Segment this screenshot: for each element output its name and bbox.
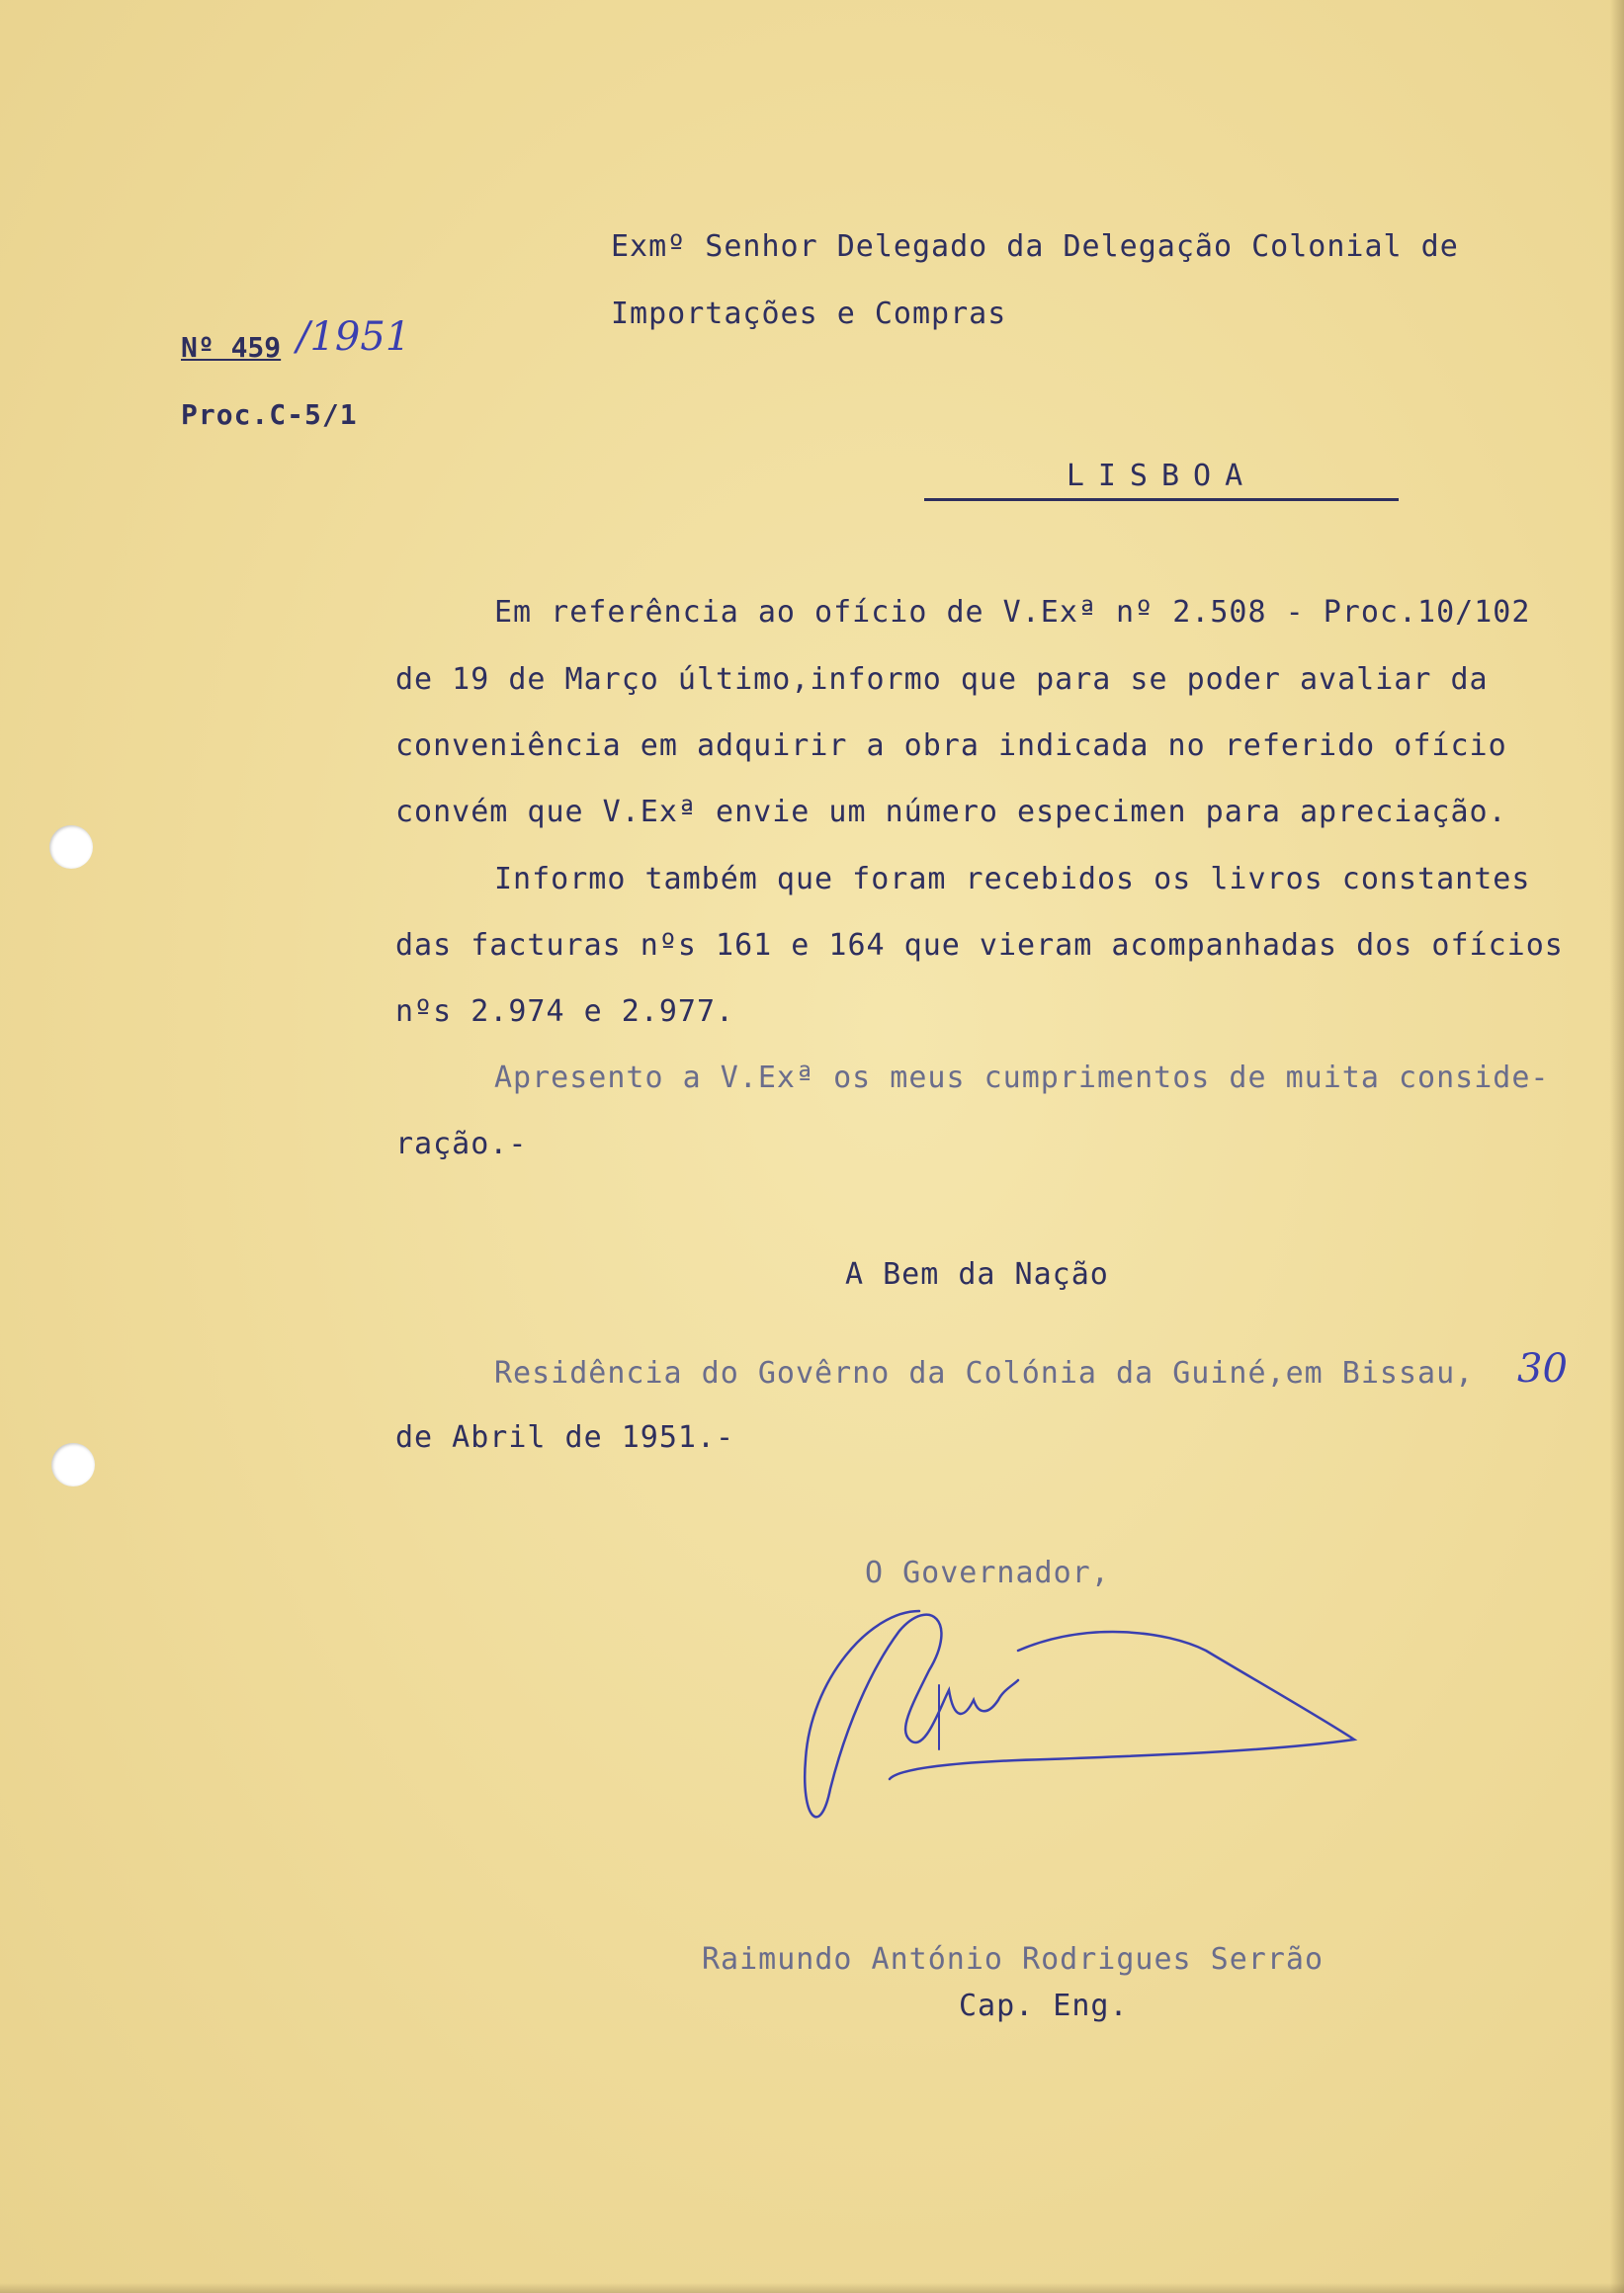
body-paragraph-1-line-4: convém que V.Exª envie um número especimen para apreciação. (395, 795, 1507, 829)
body-paragraph-1-line-2: de 19 de Março último,informo que para se poder avaliar da (395, 662, 1489, 697)
body-paragraph-2-line-2: das facturas nºs 161 e 164 que vieram acompanhadas dos ofícios (395, 928, 1564, 963)
body-paragraph-1-line-1: Em referência ao ofício de V.Exª nº 2.508 - Proc.10/102 (494, 595, 1531, 630)
handwritten-reference: /1951 (297, 314, 411, 360)
place-date-line-1: Residência do Govêrno da Colónia da Guiné,em Bissau, (494, 1356, 1475, 1391)
signatory-name: Raimundo António Rodrigues Serrão (702, 1942, 1325, 1977)
destination-city: LISBOA (924, 459, 1399, 501)
closing-motto: A Bem da Nação (845, 1257, 1109, 1292)
page-bottom-shadow (0, 2283, 1624, 2293)
body-paragraph-2-line-3: nºs 2.974 e 2.977. (395, 994, 735, 1029)
page-edge-shadow (1610, 0, 1624, 2293)
body-paragraph-3-line-1: Apresento a V.Exª os meus cumprimentos de muita conside- (494, 1061, 1550, 1095)
place-date-line-2: de Abril de 1951.- (395, 1420, 735, 1455)
body-paragraph-1-line-3: conveniência em adquirir a obra indicada no referido ofício (395, 728, 1507, 763)
reference-number: Nº 459 (181, 331, 282, 364)
handwritten-day: 30 (1517, 1346, 1568, 1392)
signature-drawing (791, 1591, 1384, 1868)
signatory-role: O Governador, (865, 1556, 1110, 1590)
punch-hole-bottom (51, 1443, 95, 1486)
addressee-line-1: Exmº Senhor Delegado da Delegação Colonial de (611, 229, 1459, 264)
punch-hole-top (49, 825, 93, 869)
process-number: Proc.C-5/1 (181, 398, 358, 431)
body-paragraph-3-line-2: ração.- (395, 1127, 528, 1161)
signatory-rank: Cap. Eng. (959, 1989, 1129, 2023)
addressee-line-2: Importações e Compras (611, 297, 1007, 331)
body-paragraph-2-line-1: Informo também que foram recebidos os livros constantes (494, 862, 1531, 896)
